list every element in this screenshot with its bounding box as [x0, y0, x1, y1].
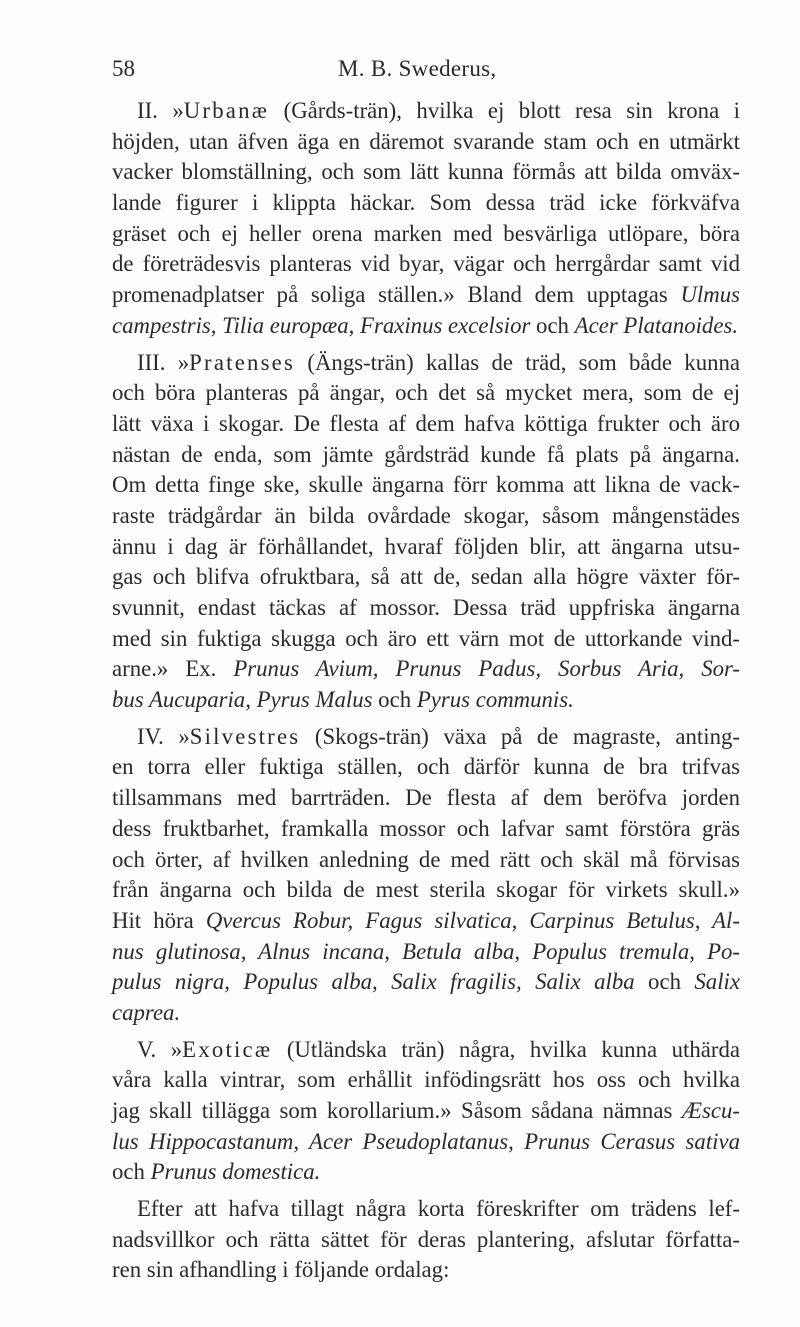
text-run: Hit höra	[112, 907, 206, 933]
text-line	[112, 219, 740, 250]
text-run: II. »	[137, 98, 184, 123]
text-run: vacker blomställning, och som lätt kunna förmås att bilda omväx-	[112, 159, 740, 185]
text-line	[112, 752, 740, 783]
body-text	[112, 96, 740, 1286]
text-run: dess fruktbarhet, framkalla mossor och lafvar samt förstöra gräs	[112, 815, 740, 841]
italic-taxon: Acer Platanoides.	[574, 312, 739, 338]
italic-taxon: caprea.	[112, 999, 181, 1025]
text-run: från ängarna och bilda de mest sterila skogar för virkets skull.»	[112, 877, 740, 903]
italic-taxon: Æscu-	[681, 1098, 740, 1123]
text-line	[112, 280, 740, 311]
italic-taxon: Ulmus	[680, 282, 740, 308]
text-line	[112, 1225, 740, 1256]
text-run: lätt växa i skogar. De flesta af dem hafva köttiga frukter och äro	[112, 410, 740, 436]
italic-taxon: lus Hippocastanum, Acer Pseudoplatanus, Prunus Cerasus sativa	[112, 1128, 740, 1154]
text-line	[112, 1157, 740, 1188]
text-run: svunnit, endast täckas af mossor. Dessa träd uppfriska ängarna	[112, 595, 740, 620]
italic-taxon: campestris, Tilia europæa, Fraxinus excelsior	[112, 312, 531, 338]
text-run: lande figurer i klippta häckar. Som dessa träd icke förkväfva	[112, 190, 740, 216]
text-line	[112, 188, 740, 219]
paragraph	[112, 722, 740, 1029]
text-run: höjden, utan äfven äga en däremot svarande stam och en utmärkt	[112, 128, 740, 154]
text-line	[112, 875, 740, 906]
text-line	[112, 157, 740, 188]
text-run: nadsvillkor och rätta sättet för deras plantering, afslutar författa-	[112, 1226, 740, 1252]
text-line	[112, 501, 740, 532]
text-line	[112, 440, 740, 471]
text-line	[112, 967, 740, 998]
text-run: Efter att hafva tillagt några korta föreskrifter om trädens lef-	[137, 1196, 740, 1222]
text-line	[112, 937, 740, 968]
text-line	[112, 685, 740, 716]
spaced-term: Urbanæ	[183, 98, 270, 123]
text-line	[112, 127, 740, 158]
text-run: Om detta finge ske, skulle ängarna förr komma att likna de vack-	[112, 472, 740, 498]
page-header	[0, 56, 800, 86]
text-line	[112, 1096, 740, 1127]
italic-taxon: bus Aucuparia, Pyrus Malus	[112, 687, 373, 713]
spaced-term: Silvestres	[189, 723, 301, 749]
text-run: (Ängs-trän) kallas de träd, som både kunna	[295, 349, 741, 375]
text-line	[112, 348, 740, 379]
paragraph	[112, 1194, 740, 1286]
page-number: 58	[112, 56, 135, 81]
italic-taxon: pulus nigra, Populus alba, Salix fragilis, Salix alba	[112, 969, 635, 995]
spaced-term: Pratenses	[189, 349, 296, 375]
text-run: (Skogs-trän) växa på de magraste, anting-	[300, 723, 740, 749]
text-line	[112, 378, 740, 409]
text-line	[112, 654, 740, 685]
text-line	[112, 906, 740, 937]
text-run: och örter, af hvilken anledning de med rätt och skäl må förvisas	[112, 846, 740, 872]
text-run: gas och blifva ofruktbara, så att de, sedan alla högre växter för-	[112, 564, 740, 590]
text-line	[112, 562, 740, 593]
text-run: tillsammans med barrträden. De flesta af dem beröfva jorden	[112, 785, 740, 811]
text-run: nästan de enda, som jämte gårdsträd kunde få plats på ängarna.	[112, 441, 740, 467]
text-line	[112, 96, 740, 127]
text-line	[112, 249, 740, 280]
paragraph	[112, 1035, 740, 1188]
text-line	[112, 624, 740, 655]
italic-taxon: Pyrus communis.	[416, 687, 574, 713]
text-run: IV. »	[137, 723, 190, 749]
text-line	[112, 311, 740, 342]
text-line	[112, 1194, 740, 1225]
text-run: våra kalla vintrar, som erhållit infödingsrätt hos oss och hvilka	[112, 1067, 740, 1093]
text-line	[112, 814, 740, 845]
text-line	[112, 722, 740, 753]
text-run: och	[112, 1159, 151, 1185]
text-run: och	[530, 312, 575, 338]
text-run: och	[372, 687, 417, 713]
text-run: en torra eller fuktiga ställen, och därför kunna de bra trifvas	[112, 754, 740, 780]
text-run: (Gårds-trän), hvilka ej blott resa sin krona i	[269, 98, 740, 123]
italic-taxon: Salix	[694, 969, 740, 995]
paragraph	[112, 348, 740, 716]
text-line	[112, 470, 740, 501]
text-run: raste trädgårdar än bilda ovårdade skogar, såsom mångenstädes	[112, 502, 740, 528]
text-run: arne.» Ex.	[112, 656, 234, 682]
text-line	[112, 998, 740, 1029]
text-run: ännu i dag är förhållandet, hvaraf följden blir, att ängarna utsu-	[112, 533, 740, 559]
text-run: med sin fuktiga skugga och äro ett värn mot de uttorkande vind-	[112, 625, 740, 651]
text-line	[112, 1255, 740, 1286]
text-run: III. »	[137, 349, 190, 375]
text-run: de företrädesvis planteras vid byar, vägar och herrgårdar samt vid	[112, 251, 740, 277]
text-run: och böra planteras på ängar, och det så mycket mera, som de ej	[112, 380, 740, 406]
spaced-term: Exoticæ	[182, 1036, 273, 1062]
italic-taxon: Qvercus Robur, Fagus silvatica, Carpinus Betulus, Al-	[205, 907, 740, 933]
text-line	[112, 1127, 740, 1158]
text-line	[112, 532, 740, 563]
italic-taxon: Prunus domestica.	[150, 1159, 321, 1185]
text-line	[112, 845, 740, 876]
text-run: och	[634, 969, 695, 995]
italic-taxon: nus glutinosa, Alnus incana, Betula alba, Populus tremula, Po-	[112, 938, 740, 964]
text-run: (Utländska trän) några, hvilka kunna uthärda	[272, 1036, 740, 1062]
text-run: ren sin afhandling i följande ordalag:	[112, 1257, 450, 1283]
text-run: jag skall tillägga som korollarium.» Såsom sådana nämnas	[112, 1098, 682, 1123]
text-run: gräset och ej heller orena marken med besvärliga utlöpare, böra	[112, 220, 740, 246]
text-run: promenadplatser på soliga ställen.» Bland dem upptagas	[112, 282, 681, 308]
text-line	[112, 409, 740, 440]
paragraph	[112, 96, 740, 342]
italic-taxon: Prunus Avium, Prunus Padus, Sorbus Aria, Sor-	[233, 656, 741, 682]
text-line	[112, 593, 740, 624]
running-head: M. B. Swederus,	[338, 56, 497, 81]
text-line	[112, 1065, 740, 1096]
text-line	[112, 783, 740, 814]
text-run: V. »	[137, 1036, 183, 1062]
text-line	[112, 1035, 740, 1066]
